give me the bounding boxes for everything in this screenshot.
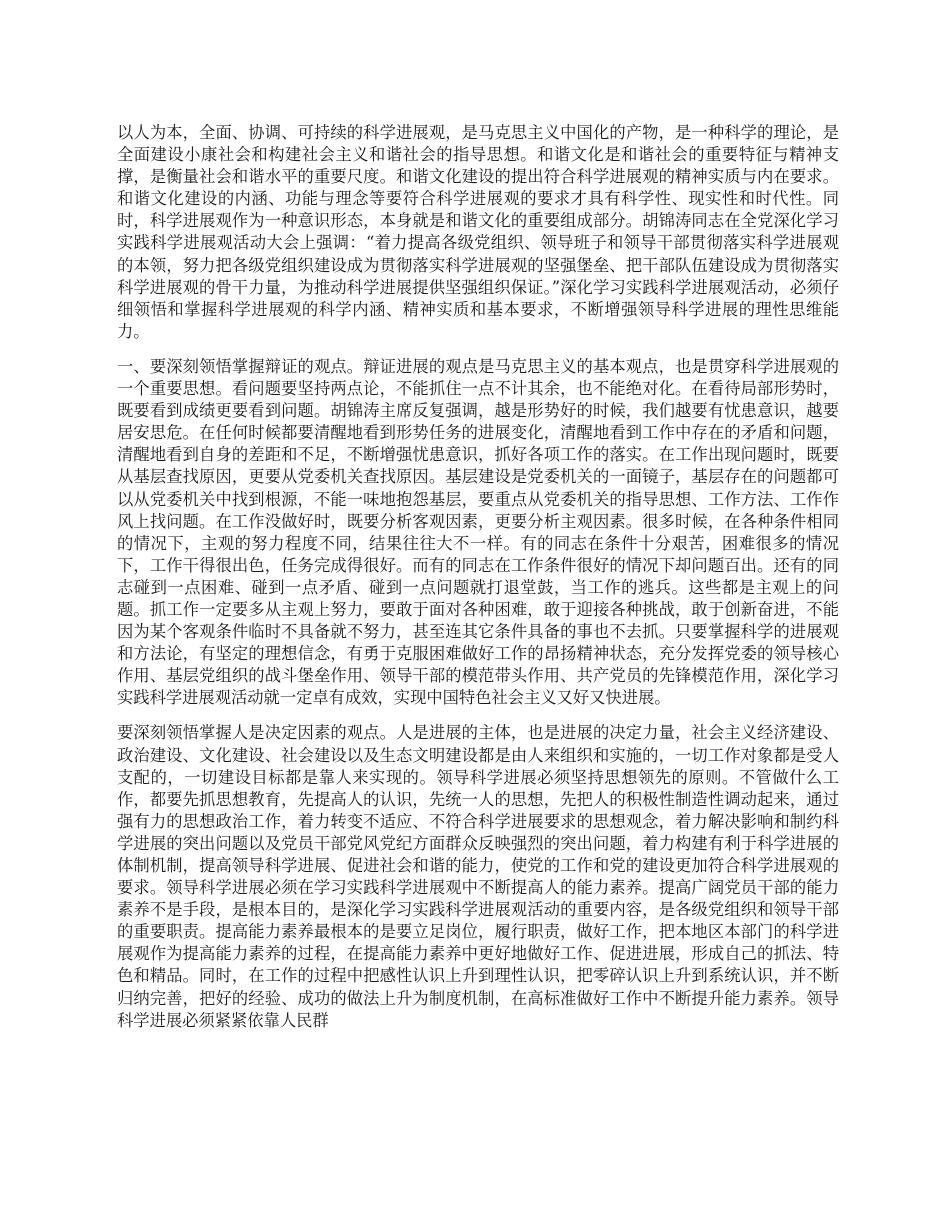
paragraph-people-decisive-factor: 要深刻领悟掌握人是决定因素的观点。人是进展的主体，也是进展的决定力量，社会主义经济建设、政治建设、文化建设、社会建设以及生态文明建设都是由人来组织和实施的，一切工作对象都是受人支配的，一切建设目标都是靠人来实现的。领导科学进展必须坚持思想领先的原则。不管做什么工作，都要先抓思想教育，先提高人的认识，先统一人的思想，先把人的积极性制造性调动起来，通过强有力的思想政治工作，着力转变不适应、不符合科学进展要求的思想观念，着力解决影响和制约科学进展的突出问题以及党员干部党风党纪方面群众反映强烈的突出问题，着力构建有利于科学进展的体制机制，提高领导科学进展、促进社会和谐的能力，使党的工作和党的建设更加符合科学进展观的要求。领导科学进展必须在学习实践科学进展观中不断提高人的能力素养。提高广阔党员干部的能力素养不是手段，是根本目的，是深化学习实践科学进展观活动的重要内容，是各级党组织和领导干部的重要职责。提高能力素养最根本的是要立足岗位，履行职责，做好工作，把本地区本部门的科学进展观作为提高能力素养的过程，在提高能力素养中更好地做好工作、促进进展，形成自己的抓法、特色和精品。同时，在工作的过程中把感性认识上升到理性认识，把零碎认识上升到系统认识，并不断归纳完善，把好的经验、成功的做法上升为制度机制，在高标准做好工作中不断提升能力素养。领导科学进展必须紧紧依靠人民群 <box>117 723 839 1030</box>
paragraph-intro: 以人为本，全面、协调、可持续的科学进展观，是马克思主义中国化的产物，是一种科学的理论，是全面建设小康社会和构建社会主义和谐社会的指导思想。和谐文化是和谐社会的重要特征与精神支撑，是衡量社会和谐水平的重要尺度。和谐文化建设的提出符合科学进展观的精神实质与内在要求。和谐文化建设的内涵、功能与理念等要符合科学进展观的要求才具有科学性、现实性和时代性。同时，科学进展观作为一种意识形态，本身就是和谐文化的重要组成部分。胡锦涛同志在全党深化学习实践科学进展观活动大会上强调：“着力提高各级党组织、领导班子和领导干部贯彻落实科学进展观的本领，努力把各级党组织建设成为贯彻落实科学进展观的坚强堡垒、把干部队伍建设成为贯彻落实科学进展观的骨干力量，为推动科学进展提供坚强组织保证。”深化学习实践科学进展观活动，必须仔细领悟和掌握科学进展观的科学内涵、精神实质和基本要求，不断增强领导科学进展的理性思维能力。 <box>117 123 839 341</box>
paragraph-dialectical-viewpoint: 一、要深刻领悟掌握辩证的观点。辩证进展的观点是马克思主义的基本观点，也是贯穿科学进展观的一个重要思想。看问题要坚持两点论，不能抓住一点不计其余，也不能绝对化。在看待局部形势时，既要看到成绩更要看到问题。胡锦涛主席反复强调，越是形势好的时候，我们越要有忧患意识，越要居安思危。在任何时候都要清醒地看到形势任务的进展变化，清醒地看到工作中存在的矛盾和问题，清醒地看到自身的差距和不足，不断增强忧患意识，抓好各项工作的落实。在工作出现问题时，既要从基层查找原因，更要从党委机关查找原因。基层建设是党委机关的一面镜子，基层存在的问题都可以从党委机关中找到根源，不能一味地抱怨基层，要重点从党委机关的指导思想、工作方法、工作作风上找问题。在工作没做好时，既要分析客观因素，更要分析主观因素。很多时候，在各种条件相同的情况下，主观的努力程度不同，结果往往大不一样。有的同志在条件十分艰苦，困难很多的情况下，工作干得很出色，任务完成得很好。而有的同志在工作条件很好的情况下却问题百出。还有的同志碰到一点困难、碰到一点矛盾、碰到一点问题就打退堂鼓，当工作的逃兵。这些都是主观上的问题。抓工作一定要多从主观上努力，要敢于面对各种困难，敢于迎接各种挑战，敢于创新奋进，不能因为某个客观条件临时不具备就不努力，甚至连其它条件具备的事也不去抓。只要掌握科学的进展观和方法论，有坚定的理想信念，有勇于克服困难做好工作的昂扬精神状态，充分发挥党委的领导核心作用、基层党组织的战斗堡垒作用、领导干部的模范带头作用、共产党员的先锋模范作用，深化学习实践科学进展观活动就一定卓有成效，实现中国特色社会主义又好又快进展。 <box>117 356 839 708</box>
document-body <box>117 122 839 1045</box>
